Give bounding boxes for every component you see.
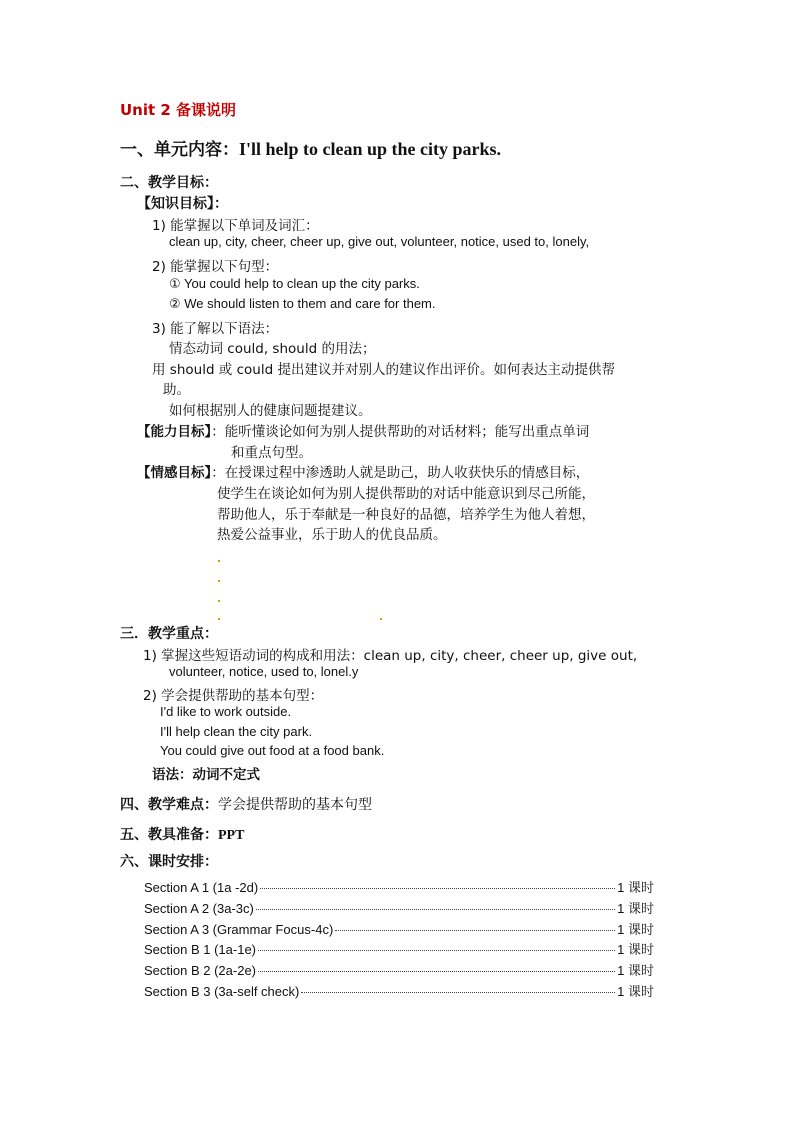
knowledge-sentence-2: ② We should listen to them and care for them. <box>169 296 436 311</box>
knowledge-item-1-label: 1) 能掌握以下单词及词汇： <box>152 218 319 234</box>
knowledge-item-1-words: clean up, city, cheer, cheer up, give out, volunteer, notice, used to, lonely, <box>169 234 590 249</box>
leader-dots <box>256 909 615 910</box>
schedule-row <box>144 898 654 917</box>
ability-goal-line-1: ：能听懂谈论如何为别人提供帮助的对话材料；能写出重点单词 <box>211 424 590 440</box>
knowledge-item-2-label: 2) 能掌握以下句型： <box>152 259 279 275</box>
emotion-goal-label: 【情感目标】 <box>137 465 212 481</box>
stray-mark <box>218 618 220 620</box>
schedule-section-name: Section A 3 (Grammar Focus-4c) <box>144 922 334 937</box>
document-title: Unit 2 备课说明 <box>120 101 237 119</box>
leader-dots <box>335 930 615 931</box>
schedule-hours: 1 课时 <box>617 901 654 916</box>
schedule-row <box>144 981 654 1000</box>
section-teaching-aids <box>120 824 244 844</box>
leader-dots <box>258 971 615 972</box>
ability-goal-label: 【能力目标】 <box>137 424 212 440</box>
section-schedule-heading: 六、课时安排： <box>120 854 218 870</box>
schedule-section-name: Section B 3 (3a-self check) <box>144 984 300 999</box>
key-points-example-1: I'd like to work outside. <box>160 704 292 719</box>
knowledge-sentence-1: ① You could help to clean up the city parks. <box>169 276 420 291</box>
section-key-points-heading: 三．教学重点： <box>120 626 218 642</box>
knowledge-grammar-2-line-2: 助。 <box>163 382 190 398</box>
schedule-row <box>144 877 654 896</box>
schedule-section-name: Section A 1 (1a -2d) <box>144 880 259 895</box>
ability-goal-line-2: 和重点句型。 <box>231 445 312 461</box>
schedule-section-name: Section A 2 (3a-3c) <box>144 901 254 916</box>
leader-dots <box>260 888 615 889</box>
stray-mark <box>218 600 220 602</box>
leader-dots <box>301 992 615 993</box>
leader-dots <box>258 950 615 951</box>
knowledge-grammar-1: 情态动词 could, should 的用法； <box>169 341 376 357</box>
section-unit-content <box>120 135 501 160</box>
knowledge-grammar-3: 如何根据别人的健康问题提建议。 <box>169 403 372 419</box>
section-unit-content-text: I'll help to clean up the city parks. <box>239 139 502 159</box>
section-teaching-aids-label: 五、教具准备： <box>120 827 218 843</box>
schedule-hours: 1 课时 <box>617 922 654 937</box>
section-difficulties <box>120 794 372 814</box>
schedule-row <box>144 939 654 958</box>
section-teaching-goals-heading: 二、教学目标： <box>120 175 218 191</box>
key-points-item-1-line-1: 1) 掌握这些短语动词的构成和用法：clean up, city, cheer, cheer up, give out, <box>143 648 638 664</box>
schedule-section-name: Section B 1 (1a-1e) <box>144 942 257 957</box>
emotion-goal-line-1: ：在授课过程中渗透助人就是助己，助人收获快乐的情感目标， <box>211 465 590 481</box>
key-points-grammar: 语法：动词不定式 <box>152 767 260 783</box>
stray-mark <box>218 560 220 562</box>
key-points-item-2-label: 2) 学会提供帮助的基本句型： <box>143 688 324 704</box>
key-points-example-3: You could give out food at a food bank. <box>160 743 385 758</box>
schedule-hours: 1 课时 <box>617 984 654 999</box>
emotion-goal <box>137 461 589 481</box>
schedule-row <box>144 919 654 938</box>
section-unit-content-label: 一、单元内容： <box>120 140 239 160</box>
section-difficulties-label: 四、教学难点： <box>120 797 218 813</box>
key-points-example-2: I'll help clean the city park. <box>160 724 313 739</box>
schedule-row <box>144 960 654 979</box>
emotion-goal-line-3: 帮助他人，乐于奉献是一种良好的品德，培养学生为他人着想， <box>217 507 595 523</box>
schedule-hours: 1 课时 <box>617 880 654 895</box>
key-points-item-1-line-2: volunteer, notice, used to, lonel.y <box>169 664 359 679</box>
knowledge-item-3-label: 3) 能了解以下语法： <box>152 321 279 337</box>
stray-mark <box>380 618 382 620</box>
emotion-goal-line-2: 使学生在谈论如何为别人提供帮助的对话中能意识到尽己所能， <box>217 486 595 502</box>
emotion-goal-line-4: 热爱公益事业，乐于助人的优良品质。 <box>217 527 447 543</box>
schedule-hours: 1 课时 <box>617 963 654 978</box>
knowledge-goal-label: 【知识目标】： <box>137 196 228 212</box>
ability-goal <box>137 420 589 440</box>
section-teaching-aids-text: PPT <box>218 828 245 843</box>
knowledge-grammar-2-line-1: 用 should 或 could 提出建议并对别人的建议作出评价。如何表达主动提供帮 <box>152 362 615 378</box>
stray-mark <box>218 580 220 582</box>
section-difficulties-text: 学会提供帮助的基本句型 <box>218 797 372 813</box>
schedule-hours: 1 课时 <box>617 942 654 957</box>
schedule-section-name: Section B 2 (2a-2e) <box>144 963 257 978</box>
